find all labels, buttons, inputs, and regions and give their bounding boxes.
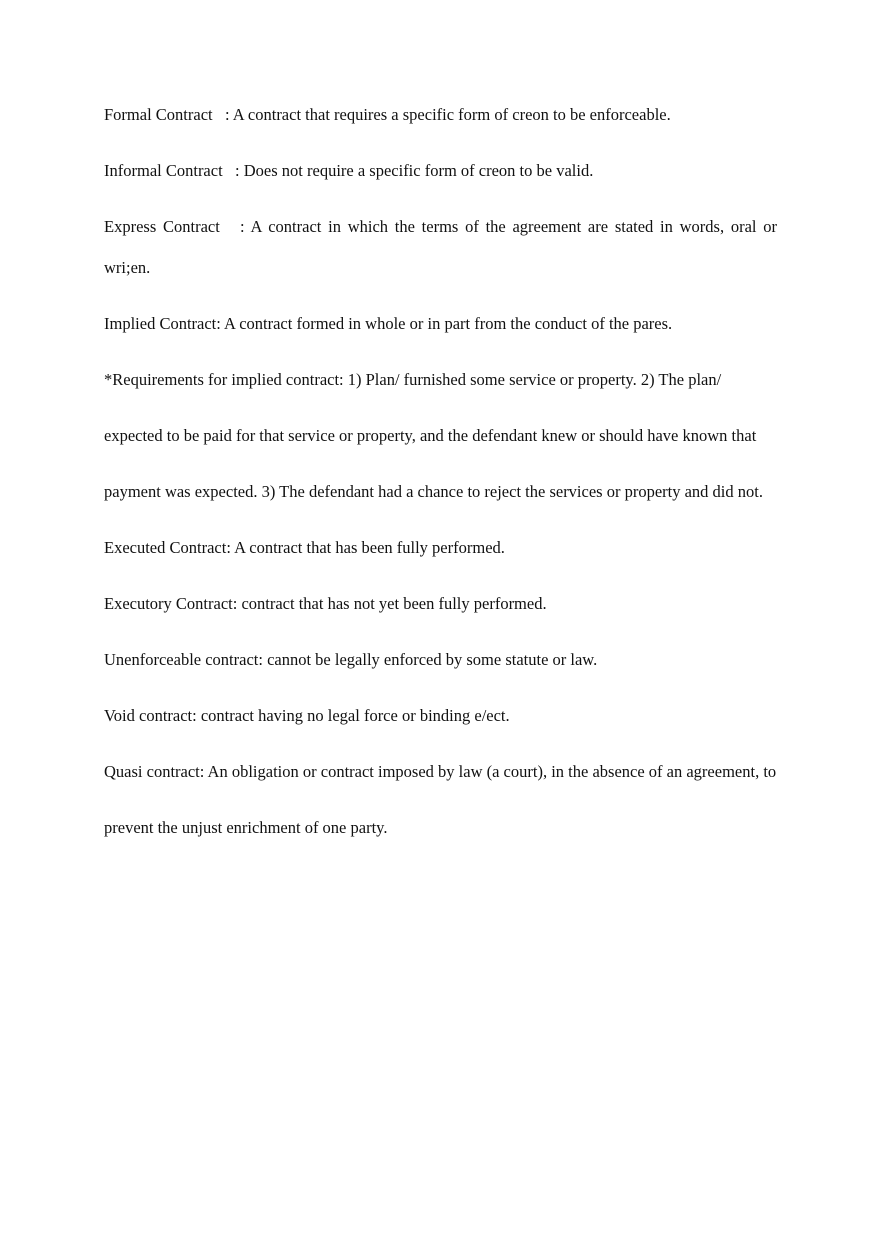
document-body — [104, 94, 777, 863]
paragraph-executory-contract: Executory Contract: contract that has not yet been fully performed. — [104, 594, 547, 613]
paragraph-implied-contract: Implied Contract: A contract formed in whole or in part from the conduct of the pares. — [104, 314, 673, 333]
paragraph-informal-contract: Informal Contract : Does not require a specific form of creon to be valid. — [104, 161, 594, 180]
paragraph-express-contract: Express Contract : A contract in which the terms of the agreement are stated in words, oral or wri;en. — [104, 217, 777, 277]
paragraph-quasi-contract-continued: prevent the unjust enrichment of one party. — [104, 818, 388, 837]
paragraph-implied-requirements-1: *Requirements for implied contract: 1) Plan/ furnished some service or property. 2) The plan/ — [104, 370, 722, 389]
paragraph-executed-contract: Executed Contract: A contract that has been fully performed. — [104, 538, 505, 557]
paragraph-quasi-contract: Quasi contract: An obligation or contract imposed by law (a court), in the absence of an agreement, to — [104, 762, 777, 781]
paragraph-implied-requirements-2: expected to be paid for that service or property, and the defendant knew or should have known that — [104, 426, 757, 445]
paragraph-formal-contract: Formal Contract : A contract that requires a specific form of creon to be enforceable. — [104, 105, 671, 124]
paragraph-void-contract: Void contract: contract having no legal force or binding e/ect. — [104, 706, 510, 725]
paragraph-implied-requirements-3: payment was expected. 3) The defendant had a chance to reject the services or property and did not. — [104, 482, 763, 501]
paragraph-unenforceable-contract: Unenforceable contract: cannot be legally enforced by some statute or law. — [104, 650, 598, 669]
